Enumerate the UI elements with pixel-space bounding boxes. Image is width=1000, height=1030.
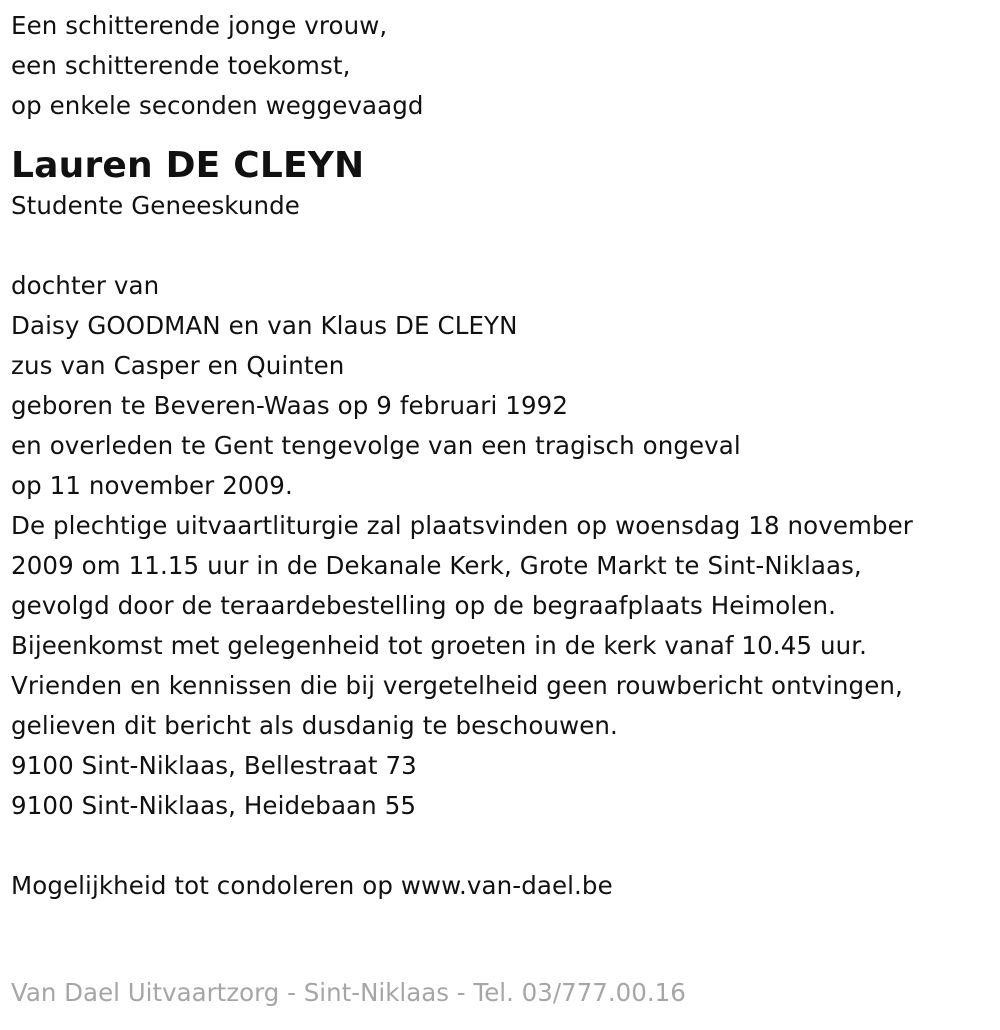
body-line: Bijeenkomst met gelegenheid tot groeten in de kerk vanaf 10.45 uur. — [11, 631, 868, 660]
body-line: gevolgd door de teraardebestelling op de begraafplaats Heimolen. — [11, 591, 836, 620]
body-line: zus van Casper en Quinten — [11, 351, 345, 380]
body-line: geboren te Beveren-Waas op 9 februari 1992 — [11, 391, 569, 420]
body-line: Daisy GOODMAN en van Klaus DE CLEYN — [11, 311, 518, 340]
body-line: gelieven dit bericht als dusdanig te beschouwen. — [11, 711, 618, 740]
body-line: op 11 november 2009. — [11, 471, 293, 500]
spacer — [11, 226, 991, 266]
body-line: dochter van — [11, 271, 160, 300]
spacer — [11, 826, 991, 866]
poem-line: Een schitterende jonge vrouw, — [11, 11, 388, 40]
body-line: Vrienden en kennissen die bij vergetelheid geen rouwbericht ontvingen, — [11, 671, 903, 700]
body-line: 2009 om 11.15 uur in de Dekanale Kerk, Grote Markt te Sint-Niklaas, — [11, 551, 862, 580]
address-line: 9100 Sint-Niklaas, Bellestraat 73 — [11, 751, 417, 780]
deceased-name: Lauren DE CLEYN — [11, 145, 365, 186]
obituary-notice — [11, 6, 991, 906]
poem-line: op enkele seconden weggevaagd — [11, 91, 424, 120]
body-line: en overleden te Gent tengevolge van een tragisch ongeval — [11, 431, 741, 460]
address-line: 9100 Sint-Niklaas, Heidebaan 55 — [11, 791, 417, 820]
funeral-home-footer: Van Dael Uitvaartzorg - Sint-Niklaas - Tel. 03/777.00.16 — [11, 978, 686, 1007]
notice-body — [11, 266, 991, 826]
poem-line: een schitterende toekomst, — [11, 51, 351, 80]
body-line: De plechtige uitvaartliturgie zal plaatsvinden op woensdag 18 november — [11, 511, 913, 540]
condolence-line: Mogelijkheid tot condoleren op www.van-dael.be — [11, 871, 613, 900]
deceased-subtitle: Studente Geneeskunde — [11, 191, 300, 220]
poem — [11, 6, 991, 126]
